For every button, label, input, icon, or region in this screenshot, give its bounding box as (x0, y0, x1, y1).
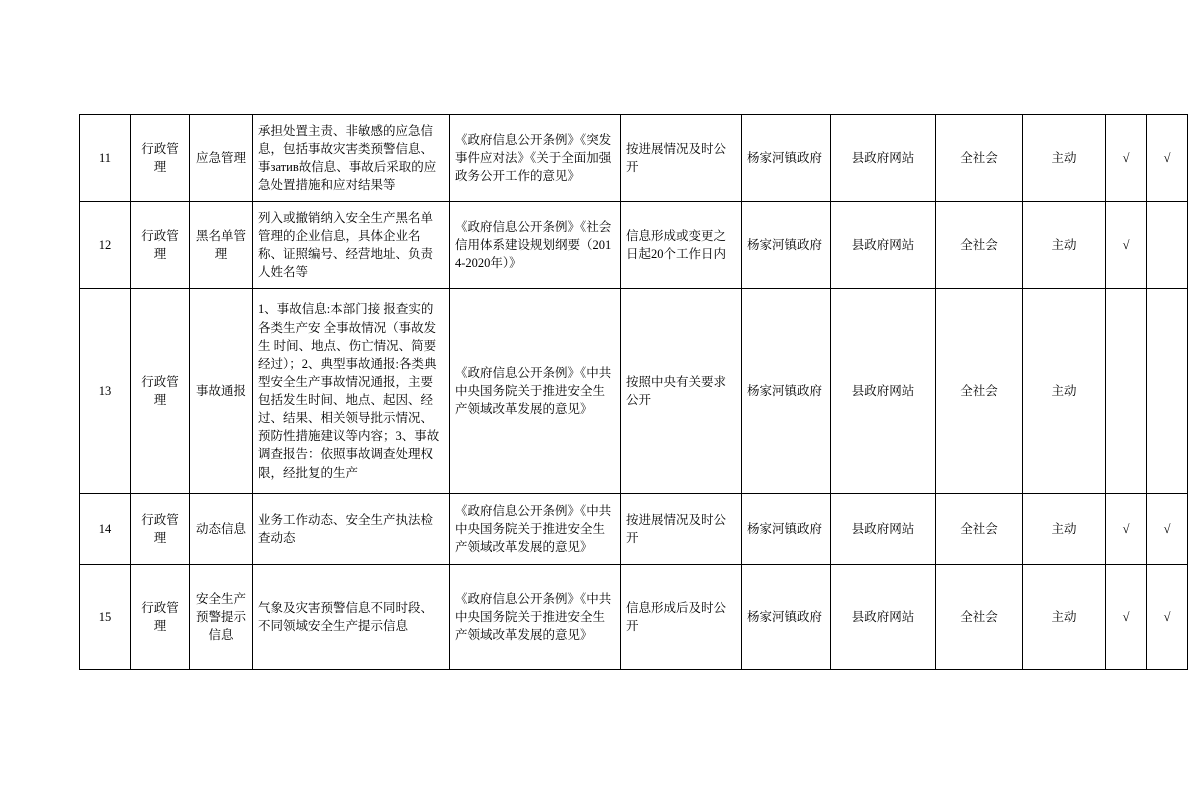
row-check-two (1147, 202, 1188, 289)
table-row (80, 115, 1188, 202)
row-check-one (1106, 289, 1147, 494)
row-basis: 《政府信息公开条例》《突发事件应对法》《关于全面加强政务公开工作的意见》 (450, 115, 621, 202)
row-check-one: √ (1106, 565, 1147, 670)
row-category: 行政管理 (131, 289, 190, 494)
row-channel: 县政府网站 (831, 494, 936, 565)
row-content: 气象及灾害预警信息不同时段、不同领域安全生产提示信息 (253, 565, 450, 670)
row-time: 信息形成后及时公开 (621, 565, 742, 670)
row-time: 按照中央有关要求公开 (621, 289, 742, 494)
row-time: 按进展情况及时公开 (621, 494, 742, 565)
row-content: 列入或撤销纳入安全生产黑名单管理的企业信息，具体企业名称、证照编号、经营地址、负责人姓名等 (253, 202, 450, 289)
row-scope: 全社会 (936, 115, 1023, 202)
table-row (80, 494, 1188, 565)
row-basis: 《政府信息公开条例》《社会信用体系建设规划纲要（2014-2020年）》 (450, 202, 621, 289)
row-content: 1、事故信息:本部门接 报查实的各类生产安 全事故情况（事故发生 时间、地点、伤亡情况、简要经过）；2、典型事故通报:各类典型安全生产事故情况通报，主要包括发生时间、地点、起因、经过、结果、相关领导批示情况、预防性措施建议等内容；3、事故调查报告：依照事故调查处理权限，经批复的生产 (253, 289, 450, 494)
row-name: 动态信息 (190, 494, 253, 565)
row-category: 行政管理 (131, 494, 190, 565)
row-name: 应急管理 (190, 115, 253, 202)
row-index: 14 (80, 494, 131, 565)
row-index: 13 (80, 289, 131, 494)
table-row (80, 289, 1188, 494)
row-mode: 主动 (1023, 289, 1106, 494)
row-check-two: √ (1147, 115, 1188, 202)
row-index: 11 (80, 115, 131, 202)
row-basis: 《政府信息公开条例》《中共中央国务院关于推进安全生产领域改革发展的意见》 (450, 494, 621, 565)
row-department: 杨家河镇政府 (742, 289, 831, 494)
row-channel: 县政府网站 (831, 202, 936, 289)
table-row (80, 202, 1188, 289)
row-check-one: √ (1106, 115, 1147, 202)
row-scope: 全社会 (936, 289, 1023, 494)
row-mode: 主动 (1023, 565, 1106, 670)
row-check-two: √ (1147, 565, 1188, 670)
row-check-two: √ (1147, 494, 1188, 565)
table-row (80, 565, 1188, 670)
row-basis: 《政府信息公开条例》《中共中央国务院关于推进安全生产领域改革发展的意见》 (450, 289, 621, 494)
row-mode: 主动 (1023, 202, 1106, 289)
row-channel: 县政府网站 (831, 115, 936, 202)
row-mode: 主动 (1023, 115, 1106, 202)
disclosure-table (79, 114, 1188, 670)
row-time: 按进展情况及时公开 (621, 115, 742, 202)
row-category: 行政管理 (131, 115, 190, 202)
row-name: 安全生产预警提示信息 (190, 565, 253, 670)
row-scope: 全社会 (936, 494, 1023, 565)
row-category: 行政管理 (131, 565, 190, 670)
row-channel: 县政府网站 (831, 289, 936, 494)
row-name: 黑名单管理 (190, 202, 253, 289)
row-check-one: √ (1106, 202, 1147, 289)
row-content: 业务工作动态、安全生产执法检查动态 (253, 494, 450, 565)
row-check-two (1147, 289, 1188, 494)
row-time: 信息形成或变更之日起20个工作日内 (621, 202, 742, 289)
row-department: 杨家河镇政府 (742, 565, 831, 670)
row-department: 杨家河镇政府 (742, 494, 831, 565)
row-index: 12 (80, 202, 131, 289)
row-content: 承担处置主责、非敏感的应急信息，包括事故灾害类预警信息、事затив故信息、事故后采取的应急处置措施和应对结果等 (253, 115, 450, 202)
row-category: 行政管理 (131, 202, 190, 289)
row-scope: 全社会 (936, 202, 1023, 289)
row-basis: 《政府信息公开条例》《中共中央国务院关于推进安全生产领域改革发展的意见》 (450, 565, 621, 670)
row-department: 杨家河镇政府 (742, 115, 831, 202)
row-check-one: √ (1106, 494, 1147, 565)
row-mode: 主动 (1023, 494, 1106, 565)
row-channel: 县政府网站 (831, 565, 936, 670)
row-department: 杨家河镇政府 (742, 202, 831, 289)
table-body (80, 115, 1188, 670)
row-index: 15 (80, 565, 131, 670)
row-scope: 全社会 (936, 565, 1023, 670)
row-name: 事故通报 (190, 289, 253, 494)
